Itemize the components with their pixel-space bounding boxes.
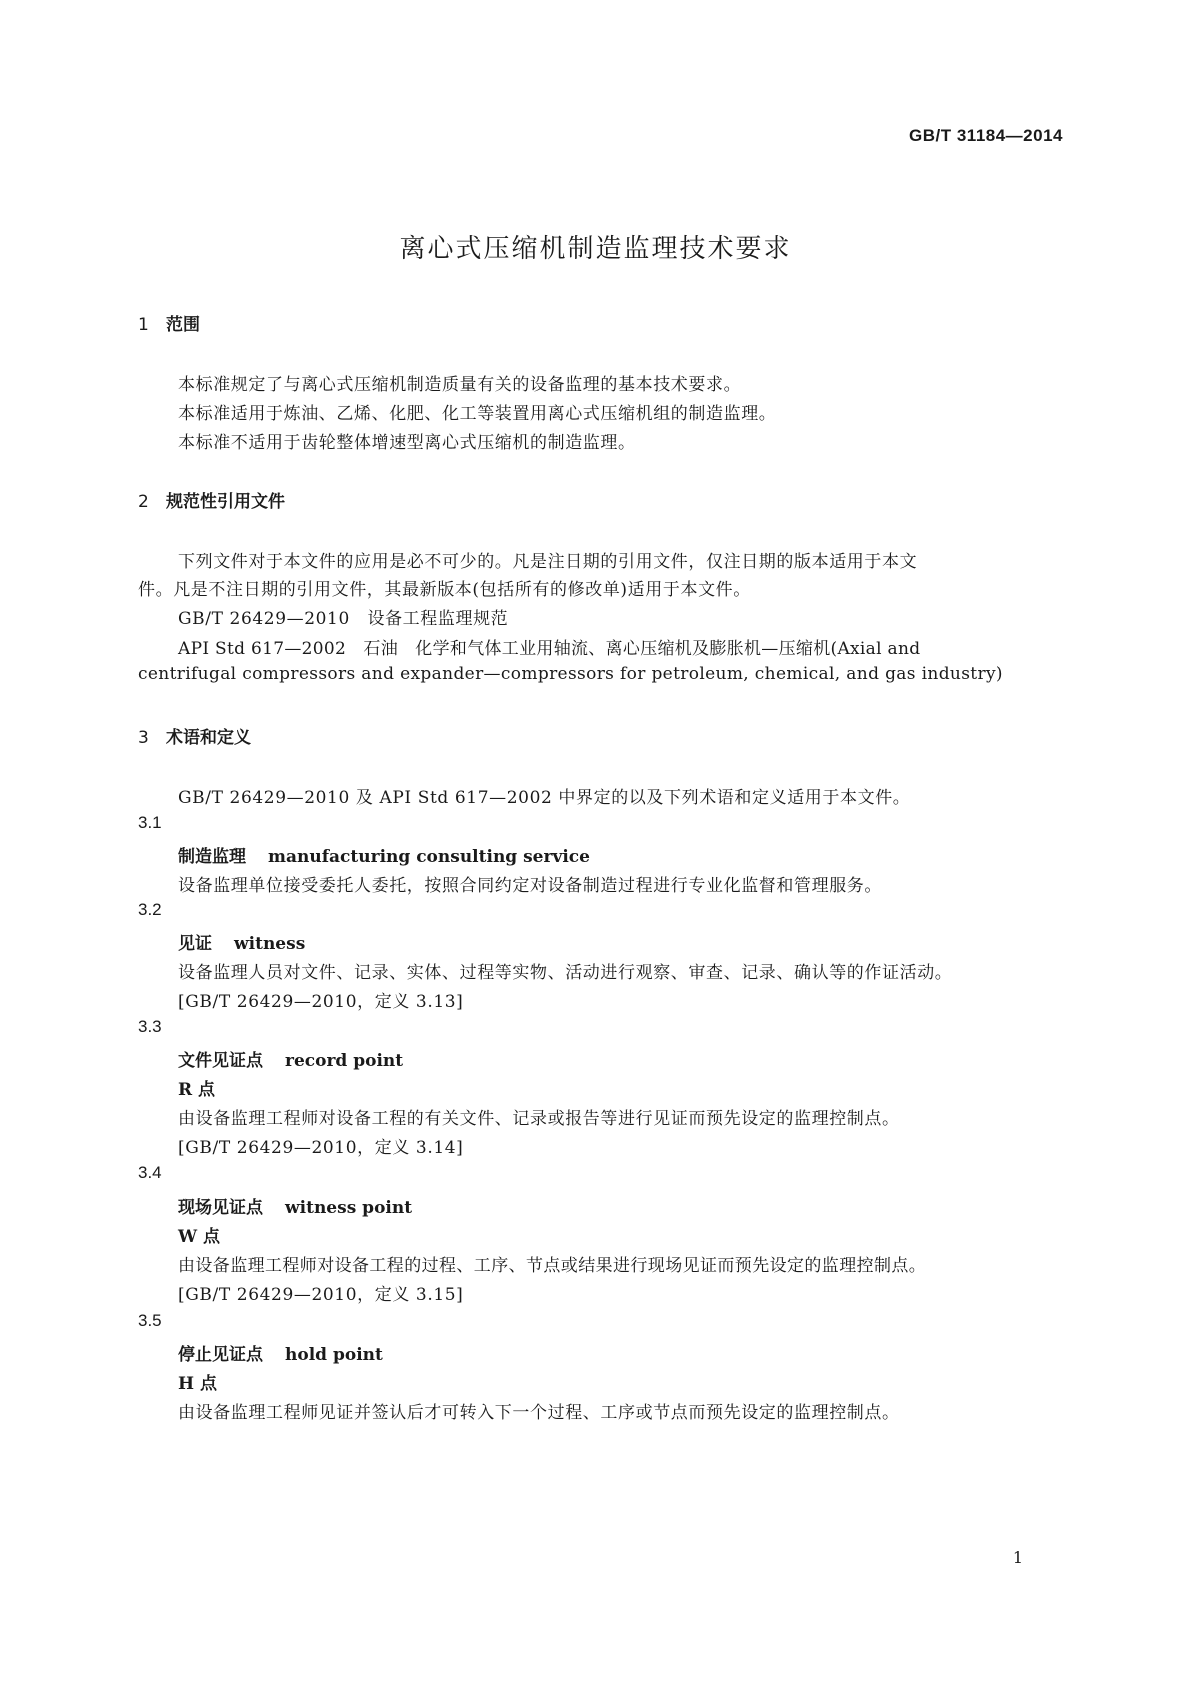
section-number: 2 (138, 492, 149, 512)
reference-gbt-26429: GB/T 26429—2010 设备工程监理规范 (178, 609, 509, 629)
term-number: 3.3 (138, 1017, 162, 1036)
section-3-heading (138, 723, 251, 748)
term-number: 3.5 (138, 1311, 162, 1330)
term-chinese: 制造监理 (178, 847, 246, 867)
term-chinese: 现场见证点 (178, 1198, 263, 1218)
section-title: 术语和定义 (166, 728, 251, 748)
term-chinese: 见证 (178, 934, 212, 954)
scope-paragraph-1: 本标准规定了与离心式压缩机制造质量有关的设备监理的基本技术要求。 (178, 375, 742, 395)
term-definition: 设备监理人员对文件、记录、实体、过程等实物、活动进行观察、审查、记录、确认等的作证活动。 (178, 963, 953, 983)
term-heading (178, 842, 590, 867)
term-source: [GB/T 26429—2010，定义 3.13] (178, 992, 464, 1012)
references-intro-line-1: 下列文件对于本文件的应用是必不可少的。凡是注日期的引用文件，仅注日期的版本适用于本文 (178, 552, 918, 572)
term-alias: H 点 (178, 1374, 217, 1394)
document-title: 离心式压缩机制造监理技术要求 (399, 234, 792, 264)
term-heading (178, 1046, 403, 1071)
term-source: [GB/T 26429—2010，定义 3.15] (178, 1285, 464, 1305)
term-alias: W 点 (178, 1227, 221, 1247)
section-2-heading (138, 487, 285, 512)
term-heading (178, 1193, 412, 1218)
section-title: 规范性引用文件 (166, 492, 285, 512)
term-english: manufacturing consulting service (268, 847, 590, 867)
term-source: [GB/T 26429—2010，定义 3.14] (178, 1138, 464, 1158)
term-definition: 由设备监理工程师对设备工程的有关文件、记录或报告等进行见证而预先设定的监理控制点。 (178, 1109, 900, 1129)
term-english: record point (285, 1051, 404, 1071)
section-number: 3 (138, 728, 149, 748)
standard-code: GB/T 31184—2014 (909, 126, 1063, 145)
term-english: hold point (285, 1345, 383, 1365)
terms-intro: GB/T 26429—2010 及 API Std 617—2002 中界定的以及下列术语和定义适用于本文件。 (178, 788, 911, 808)
term-number: 3.1 (138, 813, 162, 832)
references-intro-line-2: 件。凡是不注日期的引用文件，其最新版本(包括所有的修改单)适用于本文件。 (138, 580, 751, 600)
term-definition: 由设备监理工程师对设备工程的过程、工序、节点或结果进行现场见证而预先设定的监理控制点。 (178, 1256, 927, 1276)
term-definition: 设备监理单位接受委托人委托，按照合同约定对设备制造过程进行专业化监督和管理服务。 (178, 876, 882, 896)
term-heading (178, 1340, 383, 1365)
term-number: 3.2 (138, 900, 162, 919)
page-number: 1 (1012, 1548, 1023, 1567)
term-english: witness (234, 934, 306, 954)
term-chinese: 停止见证点 (178, 1345, 263, 1365)
reference-api-617-line-1: API Std 617—2002 石油 化学和气体工业用轴流、离心压缩机及膨胀机—压缩机(Axial and (178, 639, 921, 659)
section-title: 范围 (166, 315, 200, 335)
reference-api-617-line-2: centrifugal compressors and expander—compressors for petroleum, chemical, and gas industry) (138, 664, 1003, 684)
scope-paragraph-2: 本标准适用于炼油、乙烯、化肥、化工等装置用离心式压缩机组的制造监理。 (178, 404, 777, 424)
term-definition: 由设备监理工程师见证并签认后才可转入下一个过程、工序或节点而预先设定的监理控制点。 (178, 1403, 900, 1423)
term-chinese: 文件见证点 (178, 1051, 263, 1071)
term-english: witness point (285, 1198, 413, 1218)
term-number: 3.4 (138, 1163, 162, 1182)
term-heading (178, 929, 305, 954)
term-alias: R 点 (178, 1080, 216, 1100)
section-1-heading (138, 310, 200, 335)
section-number: 1 (138, 315, 149, 335)
scope-paragraph-3: 本标准不适用于齿轮整体增速型离心式压缩机的制造监理。 (178, 433, 636, 453)
